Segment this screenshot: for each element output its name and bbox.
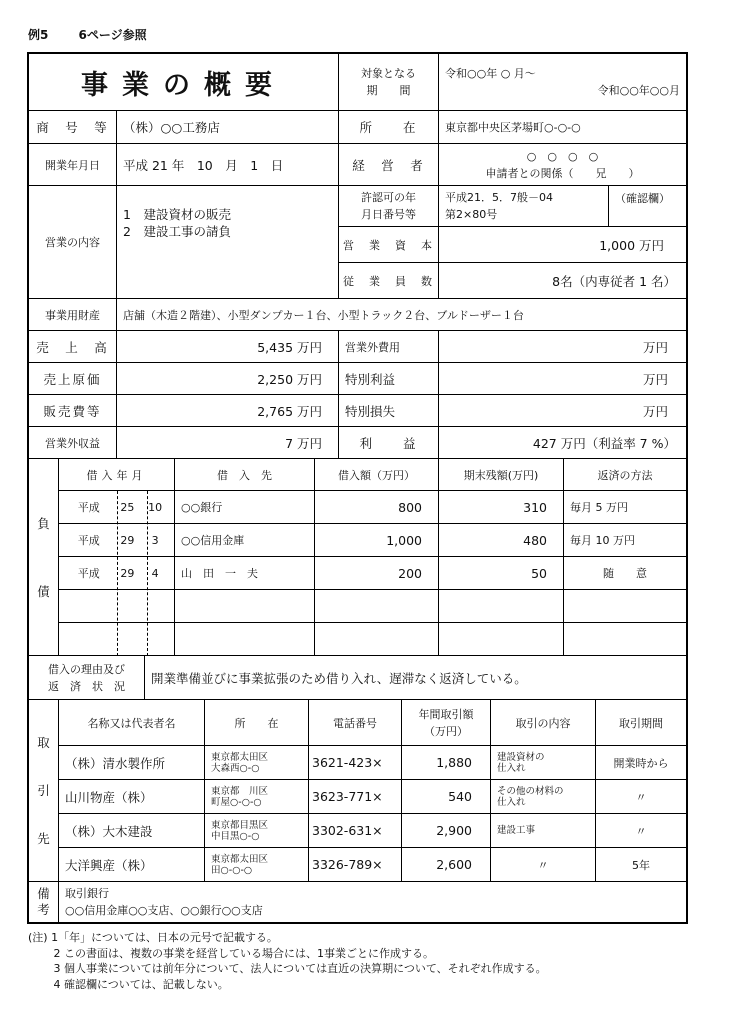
form-title: 事業の概要 [29,54,339,111]
remarks-label: 備 考 [29,882,59,922]
manager-value: ○ ○ ○ ○ 申請者との関係（ 兄 ） [439,144,686,186]
special-loss-value: 万円 [439,395,686,427]
debt-row-amount: 1,000 [315,524,439,557]
start-date-label: 開業年月日 [29,144,117,186]
cost-label: 売上原価 [29,363,117,395]
partner-row-name: 大洋興産（株） [59,848,205,882]
footnotes [28,930,547,992]
partner-header-address: 所 在 [205,700,309,746]
partner-row-period: 開業時から [596,746,686,780]
debt-header-method: 返済の方法 [564,459,686,491]
debt-row-lender: ○○銀行 [175,491,315,524]
sales-value: 5,435 万円 [117,331,339,363]
partner-row-amount: 1,880 [402,746,491,780]
confirmation-box: （確認欄） [609,186,686,227]
debt-row-amount: 200 [315,557,439,590]
debt-row-date: 平成 29 3 [59,524,175,557]
footnote: (注) 1「年」については、日本の元号で記載する。 [28,931,278,944]
partner-row-phone: 3302-631× [309,814,402,848]
special-gain-label: 特別利益 [339,363,439,395]
partner-row-content: その他の材料の 仕入れ [491,780,596,814]
capital-label: 営 業 資 本 [339,227,439,263]
start-date-value: 平成 21 年 10 月 1 日 [117,144,339,186]
partner-header-period: 取引期間 [596,700,686,746]
partner-row-name: （株）大木建設 [59,814,205,848]
debt-reason-label: 借入の理由及び 返 済 状 況 [29,656,145,700]
company-name: （株）○○工務店 [117,111,339,144]
profit-label: 利 益 [339,427,439,459]
permit-value: 平成21．5．7般－04 第2×80号 [439,186,609,227]
debt-row-empty [564,623,686,656]
business-content: 1 建設資材の販売 2 建設工事の請負 [117,186,339,299]
partner-row-period: 5年 [596,848,686,882]
debt-side-label: 負 債 [29,459,59,656]
period-label: 対象となる 期 間 [339,54,439,111]
debt-row-empty [315,623,439,656]
debt-row-empty [439,590,564,623]
date-divider [147,491,148,656]
debt-row-method: 随 意 [564,557,686,590]
debt-row-empty [315,590,439,623]
cost-value: 2,250 万円 [117,363,339,395]
business-label: 営業の内容 [29,186,117,299]
debt-row-empty [439,623,564,656]
sales-label: 売 上 高 [29,331,117,363]
date-divider [117,491,118,656]
sga-label: 販売費等 [29,395,117,427]
assets-value: 店舗（木造２階建）、小型ダンプカー１台、小型トラック２台、ブルドーザー１台 [117,299,686,331]
partner-row-period: 〃 [596,780,686,814]
debt-row-balance: 480 [439,524,564,557]
partner-row-content: 建設工事 [491,814,596,848]
debt-row-date: 平成 25 10 [59,491,175,524]
company-label: 商 号 等 [29,111,117,144]
debt-header-date: 借入年月 [59,459,175,491]
business-overview-form [27,52,688,924]
partner-row-content: 建設資材の 仕入れ [491,746,596,780]
example-number: 例5 [28,28,49,42]
partner-row-address: 東京都 川区 町屋○-○-○ [205,780,309,814]
debt-header-balance: 期末残額(万円) [439,459,564,491]
partner-header-content: 取引の内容 [491,700,596,746]
permit-label: 許認可の年 月日番号等 [339,186,439,227]
partner-header-name: 名称又は代表者名 [59,700,205,746]
partners-side-label: 取 引 先 [29,700,59,882]
employees-label: 従 業 員 数 [339,263,439,299]
debt-row-method: 毎月 10 万円 [564,524,686,557]
debt-row-balance: 310 [439,491,564,524]
debt-header-lender: 借 入 先 [175,459,315,491]
footnote: 2 この書面は、複数の事業を経営している場合には、1事業ごとに作成する。 [28,946,434,960]
debt-header-amount: 借入額（万円） [315,459,439,491]
nonop-income-value: 7 万円 [117,427,339,459]
footnote: 3 個人事業については前年分について、法人については直近の決算期について、それぞれ作成する。 [28,962,547,975]
partner-row-address: 東京都太田区 田○-○-○ [205,848,309,882]
partner-row-address: 東京都目黒区 中目黒○-○ [205,814,309,848]
footnote: 4 確認欄については、記載しない。 [28,977,229,991]
address-value: 東京都中央区茅場町○-○-○ [439,111,686,144]
debt-row-date: 平成 29 4 [59,557,175,590]
page-header [28,26,173,43]
address-label: 所 在 [339,111,439,144]
nonop-income-label: 営業外収益 [29,427,117,459]
partner-row-amount: 2,600 [402,848,491,882]
period-value: 令和○○年 ○ 月～ 令和○○年○○月 [439,54,686,111]
partner-row-period: 〃 [596,814,686,848]
debt-reason-value: 開業準備並びに事業拡張のため借り入れ、遅滞なく返済している。 [145,656,686,700]
partner-row-phone: 3621-423× [309,746,402,780]
partner-row-phone: 3623-771× [309,780,402,814]
debt-row-amount: 800 [315,491,439,524]
assets-label: 事業用財産 [29,299,117,331]
partner-row-name: （株）清水製作所 [59,746,205,780]
sga-value: 2,765 万円 [117,395,339,427]
partner-row-phone: 3326-789× [309,848,402,882]
page-reference: 6ページ参照 [78,28,147,42]
nonop-expense-value: 万円 [439,331,686,363]
manager-label: 経 営 者 [339,144,439,186]
partner-header-phone: 電話番号 [309,700,402,746]
profit-value: 427 万円（利益率 7 %） [439,427,686,459]
capital-value: 1,000 万円 [439,227,686,263]
employees-value: 8名（内専従者 1 名） [439,263,686,299]
debt-row-balance: 50 [439,557,564,590]
special-loss-label: 特別損失 [339,395,439,427]
partner-row-name: 山川物産（株） [59,780,205,814]
debt-row-empty [175,623,315,656]
nonop-expense-label: 営業外費用 [339,331,439,363]
remarks-value: 取引銀行 ○○信用金庫○○支店、○○銀行○○支店 [65,887,263,917]
partner-row-amount: 2,900 [402,814,491,848]
special-gain-value: 万円 [439,363,686,395]
debt-row-method: 毎月 5 万円 [564,491,686,524]
partner-row-amount: 540 [402,780,491,814]
debt-row-empty [175,590,315,623]
debt-row-empty [564,590,686,623]
partner-row-address: 東京都太田区 大森西○-○ [205,746,309,780]
partner-header-amount: 年間取引額 （万円） [402,700,491,746]
debt-row-lender: 山 田 一 夫 [175,557,315,590]
partner-row-content: 〃 [491,848,596,882]
debt-row-lender: ○○信用金庫 [175,524,315,557]
